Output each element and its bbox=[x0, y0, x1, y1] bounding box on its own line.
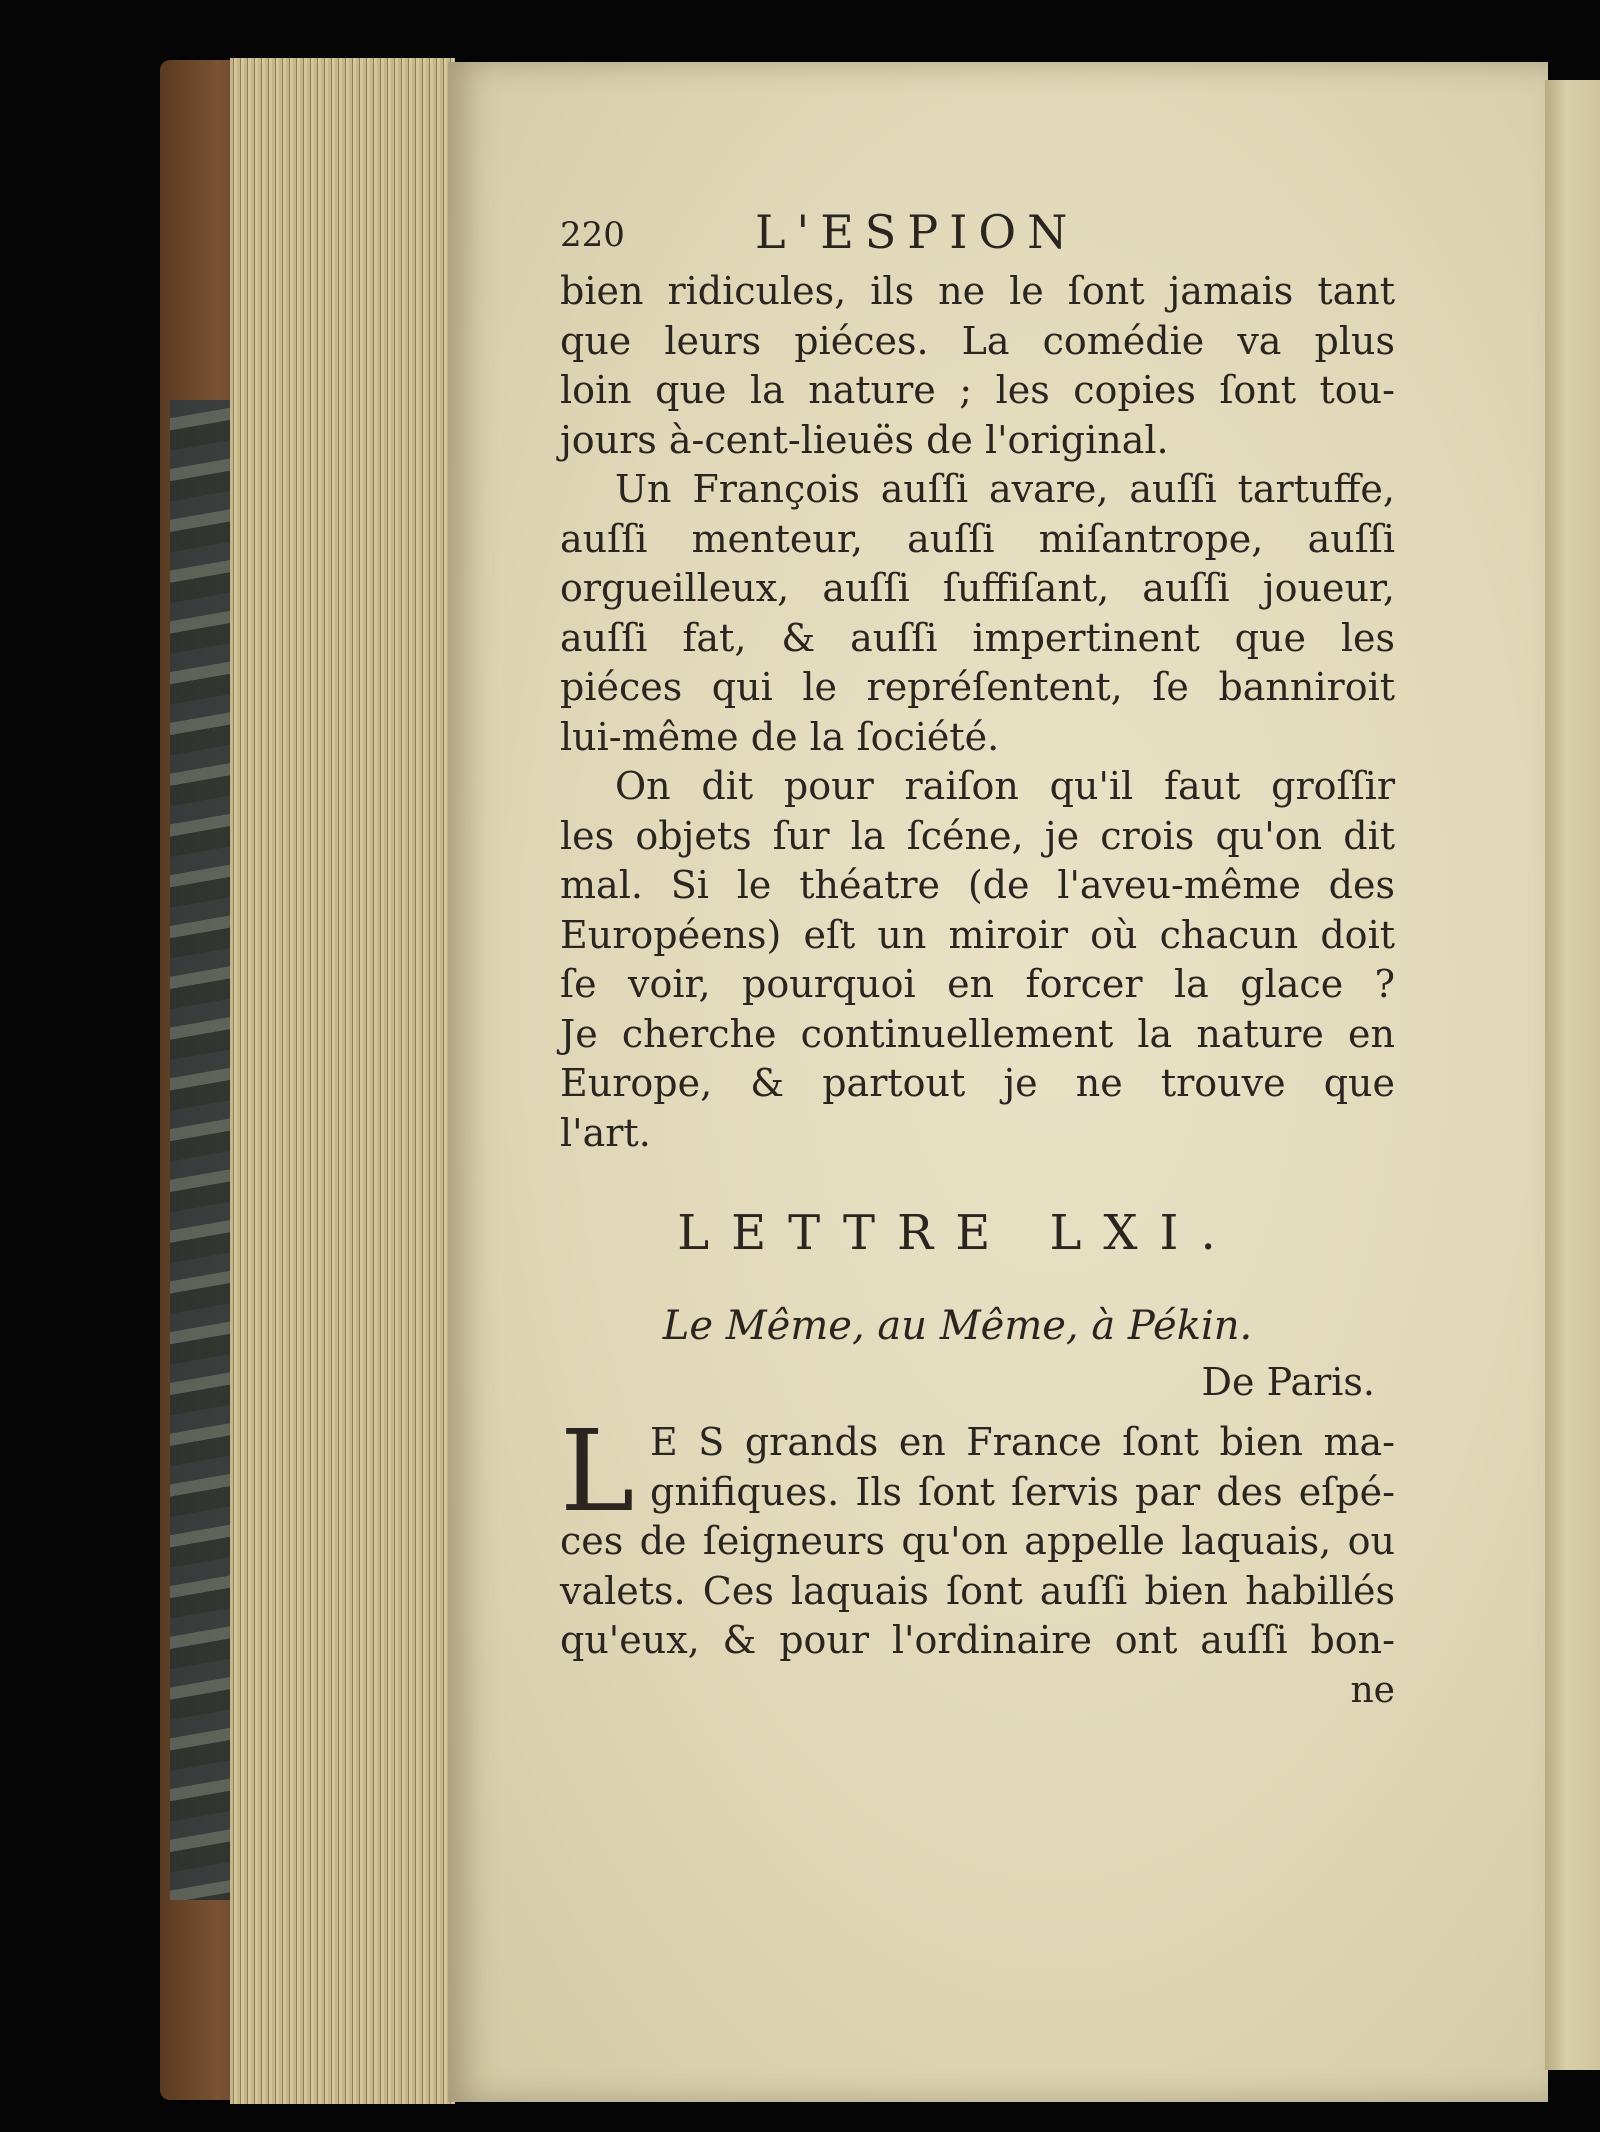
text-line: qu'eux, & pour l'ordinaire ont auſſi bon- bbox=[560, 1618, 1395, 1662]
text-line: piéces qui le repréſentent, ſe banniroit bbox=[560, 665, 1395, 709]
text-line: auſſi menteur, auſſi miſantrope, auſſi bbox=[560, 516, 1395, 561]
text-line: ces de ſeigneurs qu'on appelle laquais, ou bbox=[560, 1519, 1395, 1563]
text-line: Européens) eſt un miroir où chacun doit bbox=[560, 912, 1395, 957]
page-edges bbox=[230, 58, 455, 2104]
running-head: L'ESPION bbox=[755, 205, 1079, 259]
text-line: gnifiques. Ils ſont ſervis par des eſpé- bbox=[650, 1469, 1395, 1514]
letter-opening bbox=[560, 1407, 1395, 1537]
page-number: 220 bbox=[560, 215, 625, 255]
letter-place: De Paris. bbox=[1201, 1360, 1375, 1404]
text-line: loin que la nature ; les copies ſont tou- bbox=[560, 368, 1395, 412]
text-line: On dit pour raiſon qu'il faut groſſir bbox=[615, 764, 1395, 808]
text-line: bien ridicules, ils ne le ſont jamais tant bbox=[560, 269, 1395, 313]
text-line: l'art. bbox=[560, 1110, 651, 1155]
text-line: jours à-cent-lieuës de l'original. bbox=[560, 417, 1169, 462]
page-text bbox=[560, 205, 1395, 1716]
text-line: E S grands en France ſont bien ma- bbox=[650, 1420, 1395, 1464]
text-line: orgueilleux, auſſi ſuffiſant, auſſi joueur, bbox=[560, 566, 1395, 610]
text-line: Je cherche continuellement la nature en bbox=[560, 1011, 1395, 1056]
text-line: auſſi fat, & auſſi impertinent que les bbox=[560, 615, 1395, 660]
facing-page-edge bbox=[1545, 80, 1600, 2070]
drop-cap: L bbox=[560, 1407, 635, 1537]
text-line: lui-même de la ſociété. bbox=[560, 714, 1000, 759]
catchword: ne bbox=[1350, 1669, 1395, 1711]
text-line: Europe, & partout je ne trouve que bbox=[560, 1061, 1395, 1105]
letter-heading: LETTRE LXI. bbox=[677, 1205, 1238, 1261]
text-line: Un François auſſi avare, auſſi tartuffe, bbox=[615, 467, 1395, 511]
text-line: ſe voir, pourquoi en forcer la glace ? bbox=[560, 962, 1395, 1006]
text-line: les objets ſur la ſcéne, je crois qu'on dit bbox=[560, 813, 1395, 858]
text-line: valets. Ces laquais ſont auſſi bien habillés bbox=[560, 1568, 1395, 1613]
text-line: que leurs piéces. La comédie va plus bbox=[560, 318, 1395, 363]
letter-subtitle: Le Même, au Même, à Pékin. bbox=[662, 1303, 1253, 1349]
text-line: mal. Si le théatre (de l'aveu-même des bbox=[560, 863, 1395, 907]
page-header bbox=[560, 205, 1395, 267]
marbled-edge bbox=[170, 400, 230, 1900]
